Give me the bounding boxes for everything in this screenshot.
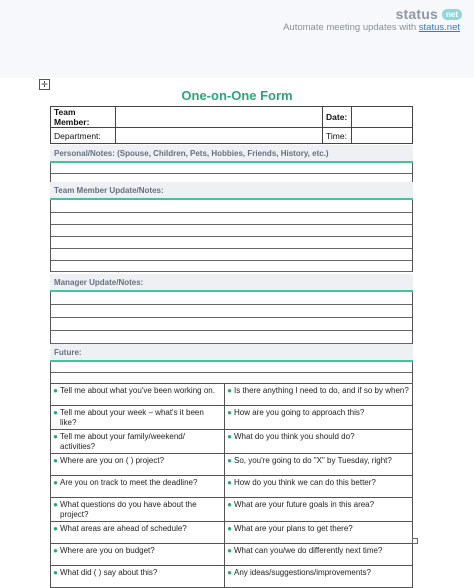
question-cell	[225, 522, 413, 544]
bullet-icon: ●	[53, 500, 58, 509]
question-cell	[51, 566, 225, 588]
tagline-text: Automate meeting updates with	[283, 22, 419, 33]
team-member-field[interactable]	[116, 107, 323, 128]
note-line	[51, 212, 412, 213]
time-field[interactable]	[352, 128, 413, 144]
question-cell	[225, 454, 413, 476]
question-text: Are you on track to meet the deadline?	[60, 478, 198, 487]
question-text: What areas are ahead of schedule?	[60, 524, 187, 533]
table-move-handle-icon[interactable]: ✛	[39, 79, 50, 90]
question-cell	[51, 522, 225, 544]
bullet-icon: ●	[53, 432, 58, 441]
bullet-icon: ●	[53, 478, 58, 487]
question-cell	[51, 544, 225, 566]
date-label: Date:	[323, 107, 352, 128]
note-line	[51, 271, 412, 272]
bullet-icon: ●	[227, 546, 232, 555]
note-line	[51, 317, 412, 318]
question-text: What did ( ) say about this?	[60, 568, 158, 577]
question-cell	[51, 498, 225, 522]
bullet-icon: ●	[53, 386, 58, 395]
question-text: What questions do you have about the project?	[60, 500, 197, 519]
department-label: Department:	[51, 128, 116, 144]
bullet-icon: ●	[227, 432, 232, 441]
time-label: Time:	[323, 128, 352, 144]
manager-update-area[interactable]	[50, 292, 413, 344]
department-field[interactable]	[116, 128, 323, 144]
team-member-update-header: Team Member Update/Notes:	[50, 182, 413, 199]
question-row	[51, 454, 413, 476]
manager-update-header: Manager Update/Notes:	[50, 274, 413, 291]
question-row	[51, 498, 413, 522]
bullet-icon: ●	[227, 500, 232, 509]
promo-banner	[0, 0, 474, 78]
question-text: Where are you on budget?	[60, 546, 155, 555]
question-text: What can you/we do differently next time?	[234, 546, 383, 555]
bullet-icon: ●	[227, 524, 232, 533]
personal-notes-header: Personal/Notes: (Spouse, Children, Pets, Hobbies, Friends, History, etc.)	[50, 145, 413, 162]
questions-table	[50, 383, 413, 588]
question-text: Tell me about your week – what's it been like?	[60, 408, 204, 427]
note-line	[51, 372, 412, 373]
bullet-icon: ●	[53, 568, 58, 577]
date-field[interactable]	[352, 107, 413, 128]
bullet-icon: ●	[53, 408, 58, 417]
note-line	[51, 224, 412, 225]
question-cell	[225, 430, 413, 454]
team-member-update-area[interactable]	[50, 200, 413, 272]
question-cell	[225, 566, 413, 588]
question-text: Is there anything I need to do, and if so by when?	[234, 386, 409, 395]
bullet-icon: ●	[53, 456, 58, 465]
question-text: So, you're going to do "X" by Tuesday, right?	[234, 456, 392, 465]
question-text: Any ideas/suggestions/improvements?	[234, 568, 371, 577]
question-text: Tell me about what you've been working on.	[60, 386, 215, 395]
question-row	[51, 544, 413, 566]
note-line	[51, 248, 412, 249]
status-net-logo[interactable]	[396, 6, 462, 22]
bullet-icon: ●	[227, 568, 232, 577]
question-row	[51, 566, 413, 588]
question-text: How do you think we can do this better?	[234, 478, 376, 487]
bullet-icon: ●	[227, 386, 232, 395]
note-line	[51, 330, 412, 331]
question-cell	[225, 498, 413, 522]
question-cell	[225, 476, 413, 498]
question-cell	[225, 544, 413, 566]
info-table	[50, 106, 413, 144]
brand-badge: net	[442, 9, 462, 20]
tagline	[283, 22, 460, 33]
bullet-icon: ●	[53, 546, 58, 555]
question-text: What are your plans to get there?	[234, 524, 353, 533]
note-line	[51, 173, 412, 174]
question-cell	[51, 406, 225, 430]
question-cell	[51, 476, 225, 498]
question-cell	[51, 430, 225, 454]
form-title: One-on-One Form	[181, 88, 293, 103]
question-cell	[51, 384, 225, 406]
future-area[interactable]	[50, 362, 413, 384]
bullet-icon: ●	[53, 524, 58, 533]
bullet-icon: ●	[227, 456, 232, 465]
bullet-icon: ●	[227, 408, 232, 417]
future-header: Future:	[50, 344, 413, 361]
brand-name: status	[395, 6, 438, 22]
question-cell	[225, 406, 413, 430]
status-net-link[interactable]: status.net	[418, 22, 460, 33]
question-row	[51, 476, 413, 498]
question-text: What do you think you should do?	[234, 432, 355, 441]
team-member-label: Team Member:	[51, 107, 116, 128]
question-row	[51, 406, 413, 430]
question-text: Tell me about your family/weekend/ activities?	[60, 432, 185, 451]
question-cell	[225, 384, 413, 406]
table-resize-handle[interactable]	[412, 538, 418, 544]
question-text: What are your future goals in this area?	[234, 500, 375, 509]
note-line	[51, 260, 412, 261]
question-text: Where are you on ( ) project?	[60, 456, 165, 465]
note-line	[51, 304, 412, 305]
question-text: How are you going to approach this?	[234, 408, 365, 417]
question-row	[51, 384, 413, 406]
question-row	[51, 522, 413, 544]
note-line	[51, 236, 412, 237]
question-row	[51, 430, 413, 454]
question-cell	[51, 454, 225, 476]
bullet-icon: ●	[227, 478, 232, 487]
